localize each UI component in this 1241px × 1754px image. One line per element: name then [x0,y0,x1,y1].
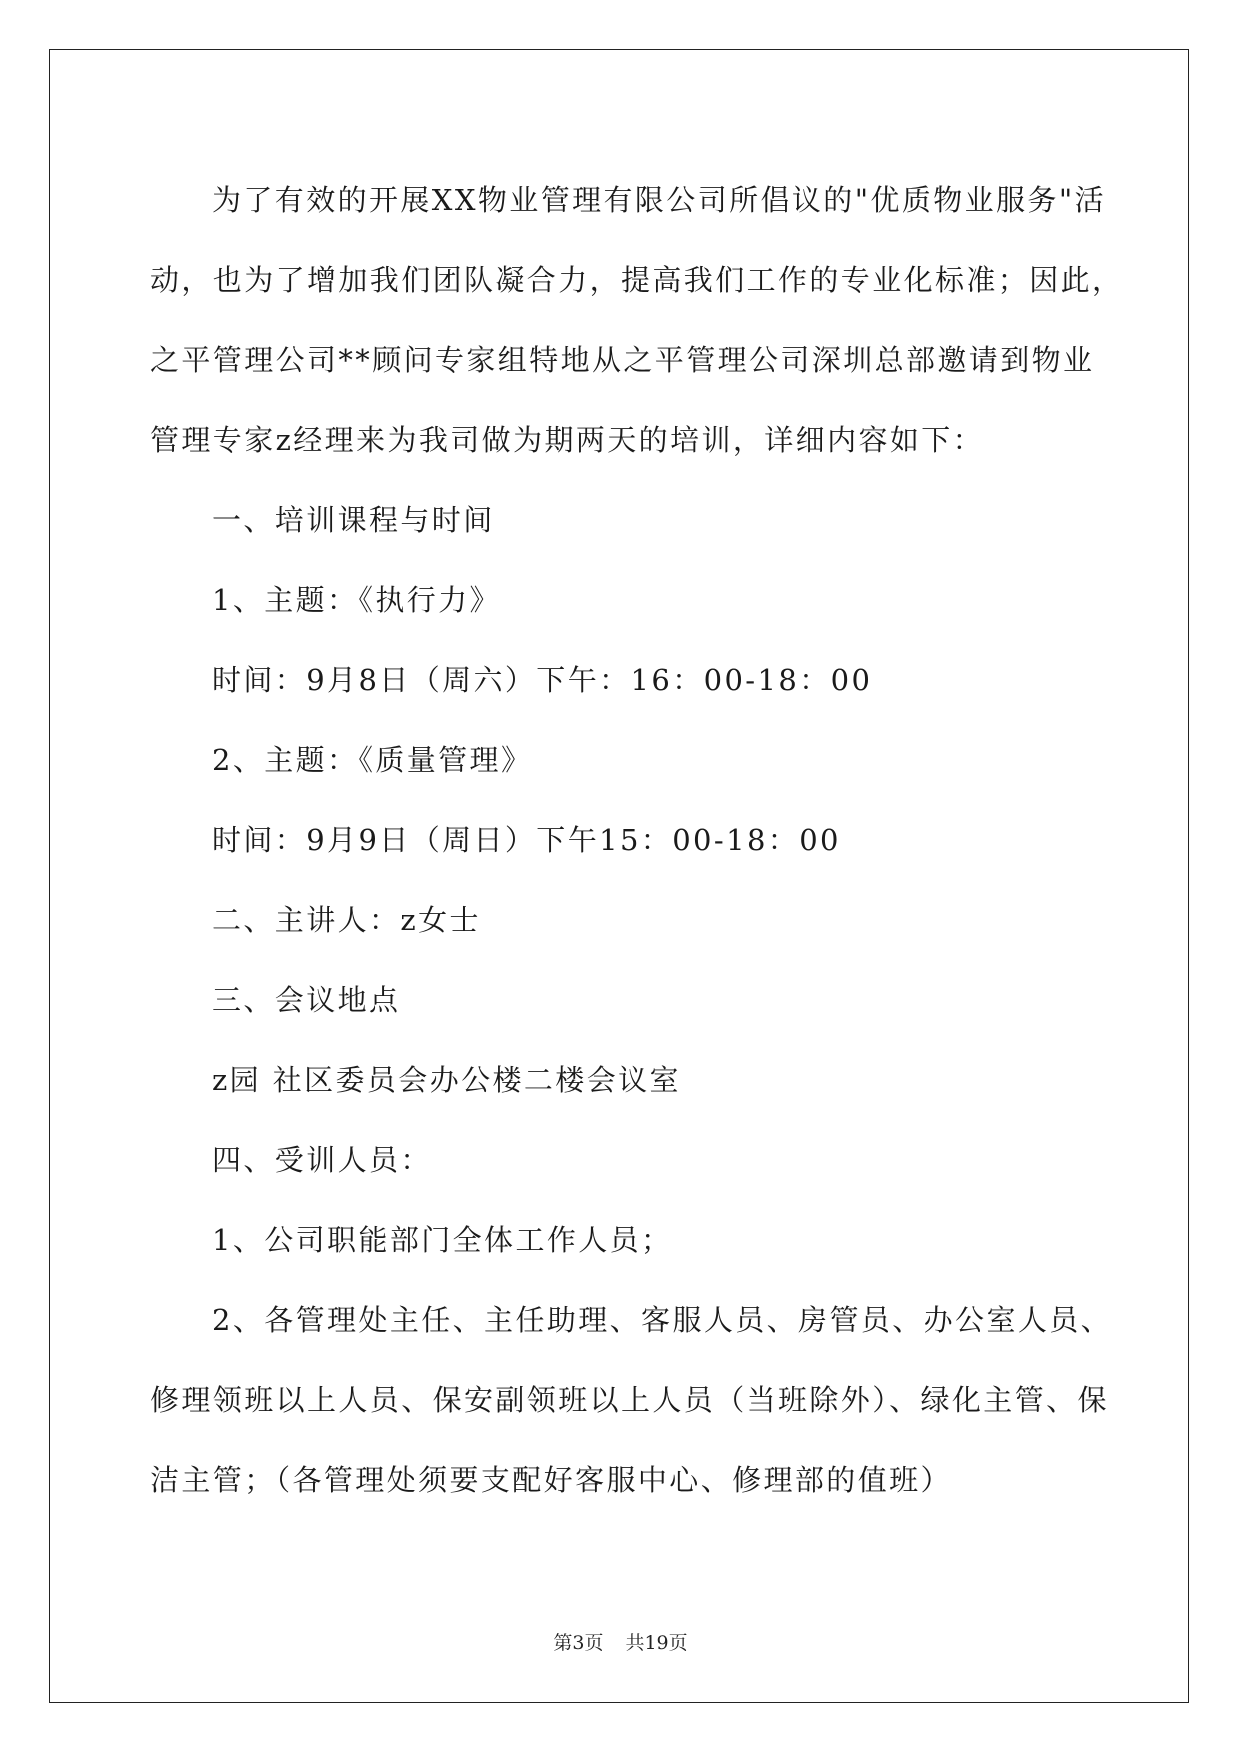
section-heading-speaker: 二、主讲人：z女士 [212,903,481,937]
page-footer [0,1628,1241,1655]
section-heading-trainees: 四、受训人员： [212,1143,432,1177]
paragraph-intro-line-2: 动，也为了增加我们团队凝合力，提高我们工作的专业化标准；因此， [150,263,1124,297]
page-number-current: 第3页 [553,1632,604,1654]
course-1-topic: 1、主题：《执行力》 [212,583,501,617]
trainees-item-2-line-2: 修理领班以上人员、保安副领班以上人员（当班除外）、绿化主管、保 [150,1383,1109,1417]
paragraph-intro-line-1: 为了有效的开展XX物业管理有限公司所倡议的"优质物业服务"活 [212,183,1106,217]
trainees-item-2-line-3: 洁主管；（各管理处须要支配好客服中心、修理部的值班） [150,1463,952,1497]
section-heading-venue: 三、会议地点 [212,983,401,1017]
course-2-topic: 2、主题：《质量管理》 [212,743,533,777]
paragraph-intro-line-3: 之平管理公司**顾问专家组特地从之平管理公司深圳总部邀请到物业 [150,343,1095,377]
trainees-item-2-line-1: 2、各管理处主任、主任助理、客服人员、房管员、办公室人员、 [212,1303,1113,1337]
course-1-time: 时间：9月8日（周六）下午：16：00-18：00 [212,663,873,697]
section-heading-courses: 一、培训课程与时间 [212,503,495,537]
document-body [150,160,1124,1520]
page-number-total: 共19页 [625,1632,688,1654]
trainees-item-1: 1、公司职能部门全体工作人员； [212,1223,673,1257]
course-2-time: 时间：9月9日（周日）下午15：00-18：00 [212,823,841,857]
paragraph-intro-line-4: 管理专家z经理来为我司做为期两天的培训，详细内容如下： [150,423,985,457]
venue-detail: z园 社区委员会办公楼二楼会议室 [212,1063,681,1097]
